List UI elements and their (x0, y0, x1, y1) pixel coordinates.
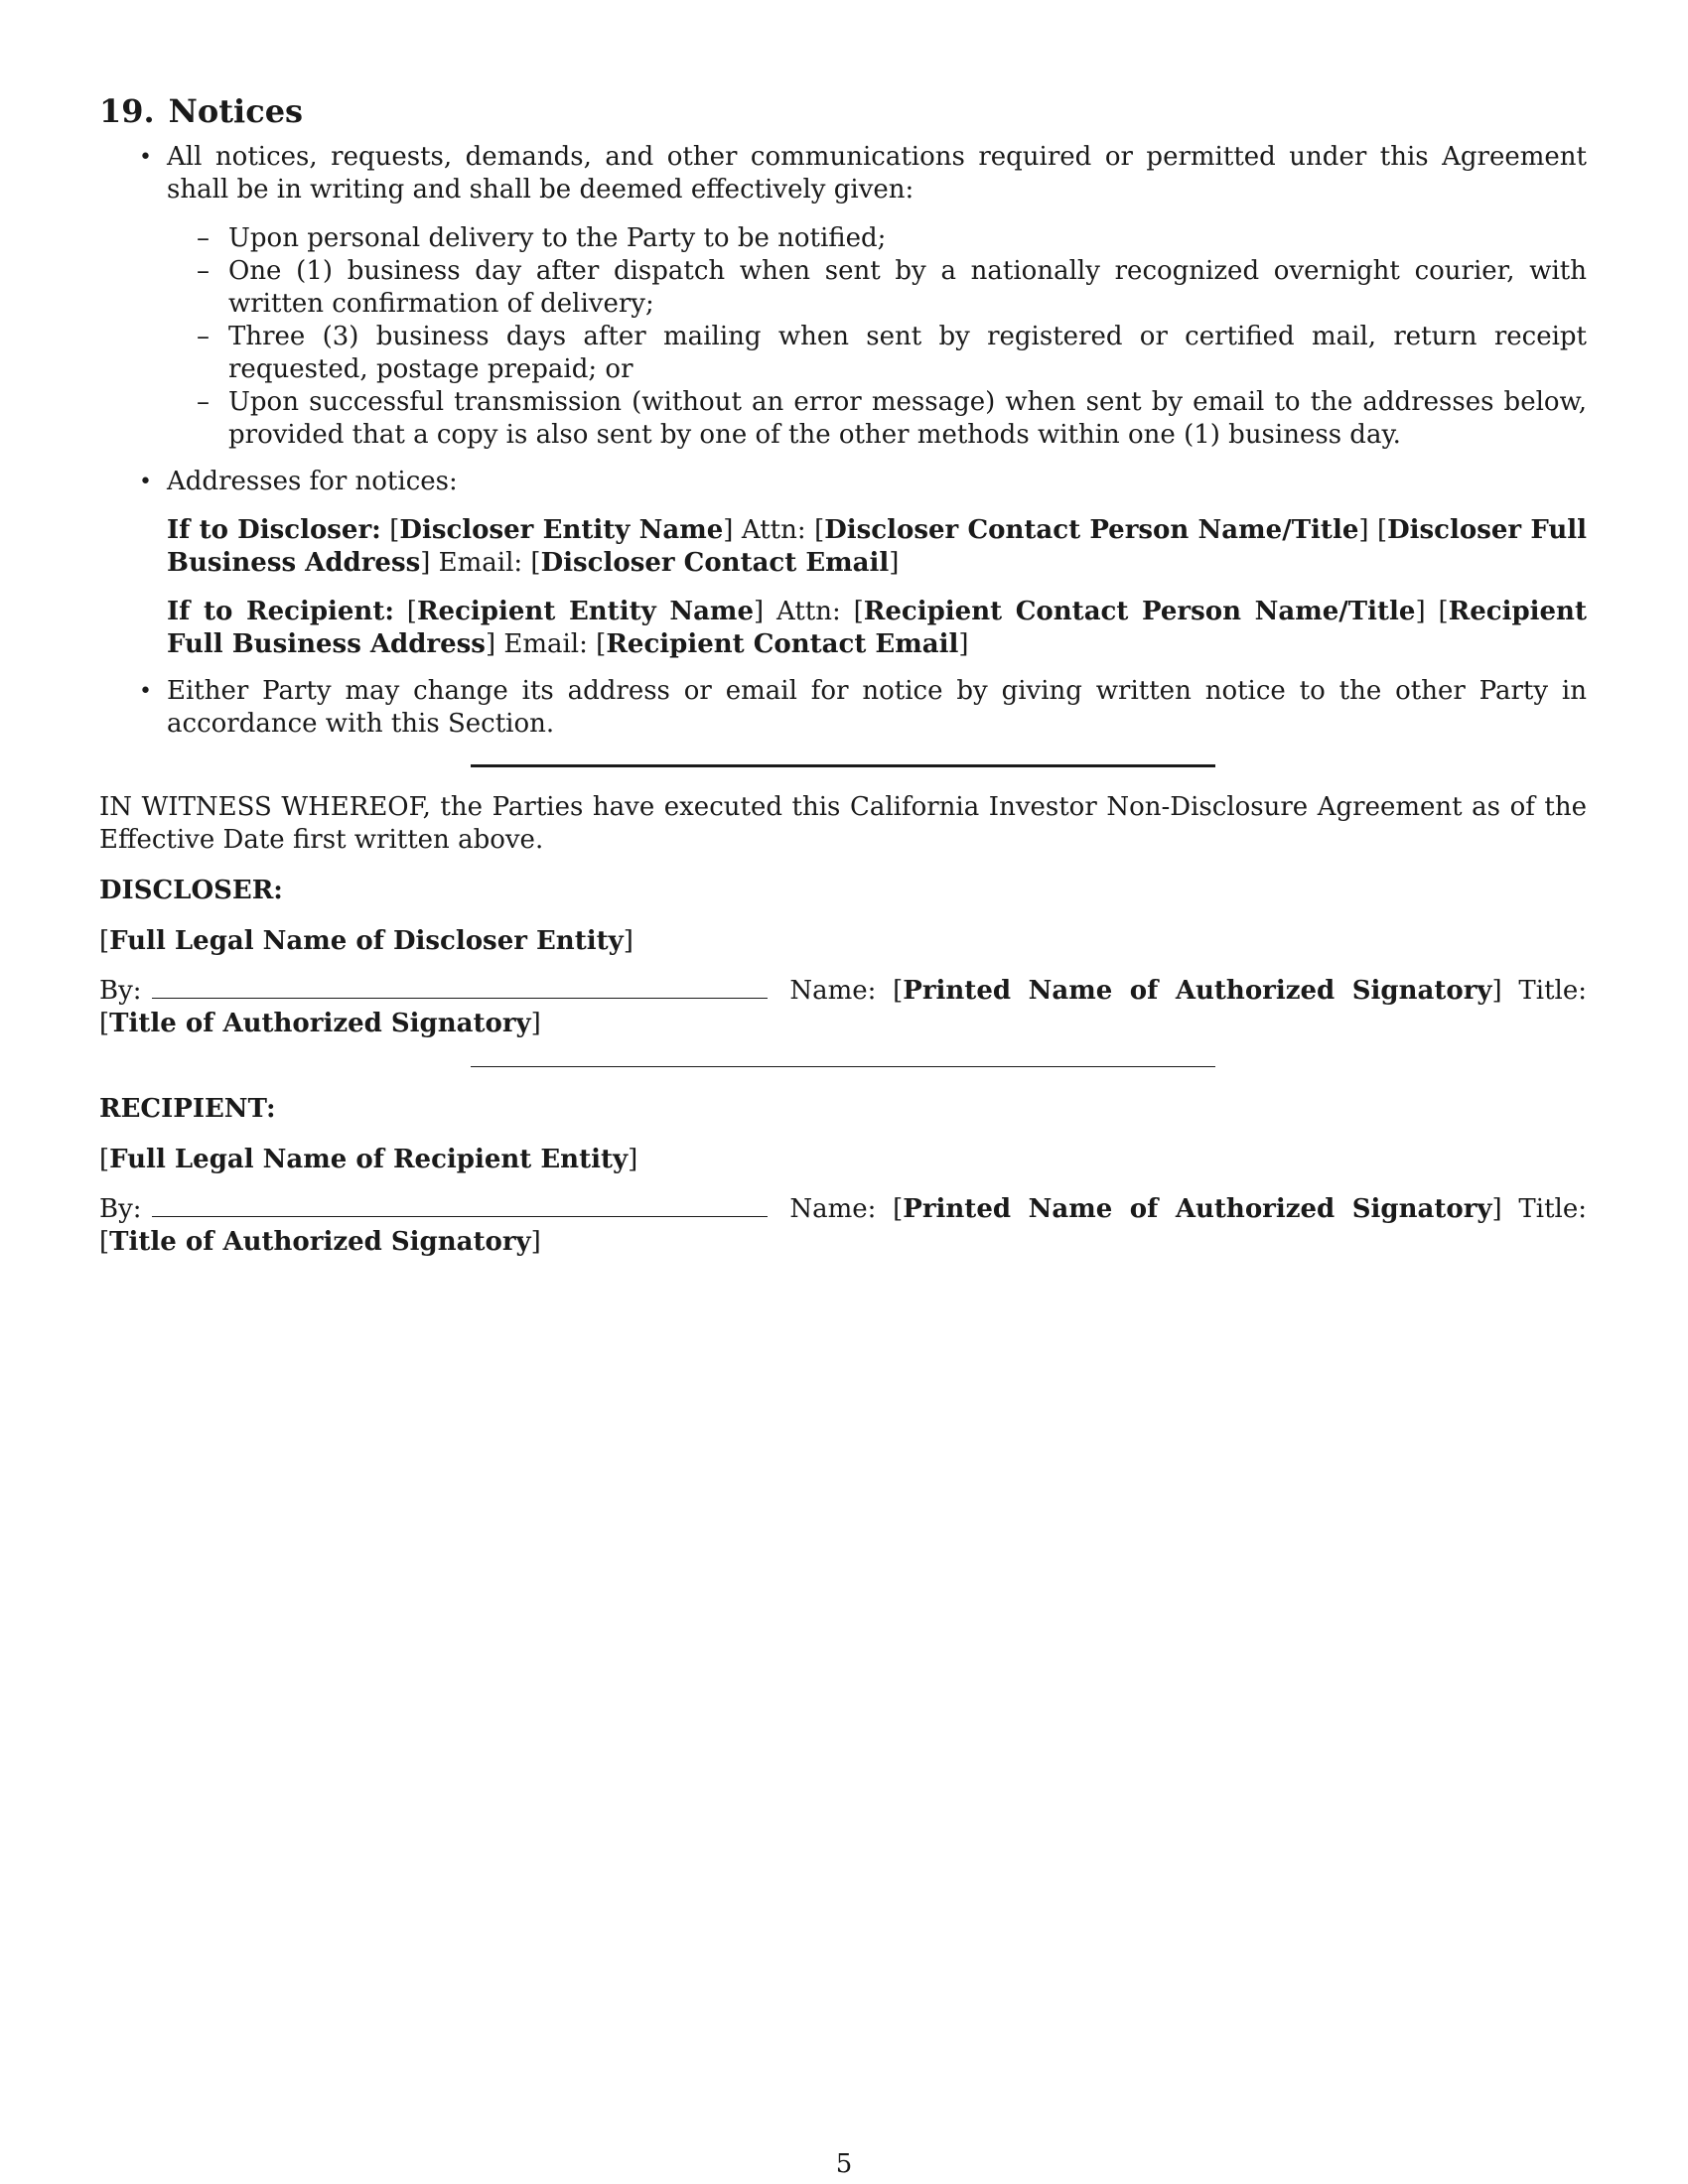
recipient-entity: [Full Legal Name of Recipient Entity] (99, 1145, 638, 1174)
bullet-icon: • (139, 470, 152, 494)
address-contact: Recipient Contact Person Name/Title (863, 597, 1416, 626)
dash-icon: – (197, 256, 210, 286)
delivery-method-text: One (1) business day after dispatch when sent by a nationally recognized overnight courier, with written confirmation of delivery; (228, 256, 1587, 319)
signatory-title: Title of Authorized Signatory (109, 1227, 531, 1257)
signatory-name: Printed Name of Authorized Signatory (903, 976, 1492, 1006)
address-entity: Discloser Entity Name (399, 515, 724, 545)
delivery-method-item (167, 321, 1587, 386)
bullet-text: All notices, requests, demands, and other communications required or permitted under this Agreement shall be in writing and shall be deemed effectively given: (167, 142, 1587, 205)
by-label: By: (99, 1194, 142, 1224)
title-label: Title: (1518, 976, 1587, 1006)
attn-label: Attn: (741, 515, 806, 545)
discloser-address: If to Discloser: [Discloser Entity Name] Attn: [Discloser Contact Person Name/Title] [Discloser Full Business Address] Email: [Discloser Contact Email] (167, 515, 1587, 578)
by-label: By: (99, 976, 142, 1006)
recipient-heading: RECIPIENT: (99, 1094, 276, 1124)
delivery-method-item (167, 386, 1587, 452)
section-heading (99, 91, 1587, 131)
notices-list (99, 141, 1587, 741)
entity-name: Full Legal Name of Recipient Entity (109, 1145, 629, 1174)
notices-bullet-methods (99, 141, 1587, 452)
signature-divider (471, 1066, 1215, 1067)
recipient-signature-line: By: Name: [Printed Name of Authorized Signatory] Title: [Title of Authorized Signatory] (99, 1194, 1587, 1257)
delivery-methods-list (167, 222, 1587, 452)
notices-bullet-addresses (99, 466, 1587, 661)
recipient-address: If to Recipient: [Recipient Entity Name] Attn: [Recipient Contact Person Name/Title] [Recipient Full Business Address] Email: [Recipient Contact Email] (167, 597, 1587, 659)
address-email: Recipient Contact Email (606, 629, 959, 659)
bullet-icon: • (139, 145, 152, 170)
name-label: Name: (789, 976, 877, 1006)
bullet-text: Addresses for notices: (167, 467, 458, 496)
address-label: If to Discloser: (167, 515, 381, 545)
document-page (99, 91, 1587, 1259)
signatory-name: Printed Name of Authorized Signatory (903, 1194, 1492, 1224)
attn-label: Attn: (776, 597, 841, 626)
delivery-method-text: Upon personal delivery to the Party to be notified; (228, 223, 887, 253)
discloser-entity: [Full Legal Name of Discloser Entity] (99, 926, 633, 956)
delivery-method-text: Three (3) business days after mailing when sent by registered or certified mail, return receipt requested, postage prepaid; or (228, 322, 1587, 384)
dash-icon: – (197, 387, 210, 417)
section-title: Notices (168, 92, 304, 130)
section-divider (471, 764, 1215, 767)
notices-bullet-change (99, 675, 1587, 741)
section-number: 19. (99, 92, 155, 130)
address-contact: Discloser Contact Person Name/Title (824, 515, 1359, 545)
discloser-signature-line: By: Name: [Printed Name of Authorized Signatory] Title: [Title of Authorized Signatory] (99, 976, 1587, 1038)
signature-field[interactable] (152, 1192, 768, 1217)
witness-statement: IN WITNESS WHEREOF, the Parties have executed this California Investor Non-Disclosure Agreement as of the Effective Date first written above. (99, 792, 1587, 855)
email-label: Email: (438, 548, 523, 578)
title-label: Title: (1518, 1194, 1587, 1224)
entity-name: Full Legal Name of Discloser Entity (109, 926, 624, 956)
delivery-method-text: Upon successful transmission (without an error message) when sent by email to the addresses below, provided that a copy is also sent by one of the other methods within one (1) business day. (228, 387, 1587, 450)
page-number: 5 (835, 2149, 853, 2179)
delivery-method-item (167, 255, 1587, 321)
dash-icon: – (197, 223, 210, 253)
email-label: Email: (503, 629, 588, 659)
dash-icon: – (197, 322, 210, 351)
address-street: Discloser Full Business Address (167, 515, 1587, 578)
bullet-icon: • (139, 679, 152, 704)
name-label: Name: (789, 1194, 877, 1224)
bullet-text: Either Party may change its address or email for notice by giving written notice to the other Party in accordance with this Section. (167, 676, 1587, 739)
signature-field[interactable] (152, 974, 768, 999)
address-label: If to Recipient: (167, 597, 394, 626)
delivery-method-item (167, 222, 1587, 255)
discloser-heading: DISCLOSER: (99, 876, 283, 905)
address-email: Discloser Contact Email (540, 548, 890, 578)
signatory-title: Title of Authorized Signatory (109, 1009, 531, 1038)
address-street: Recipient Full Business Address (167, 597, 1587, 659)
address-entity: Recipient Entity Name (416, 597, 754, 626)
